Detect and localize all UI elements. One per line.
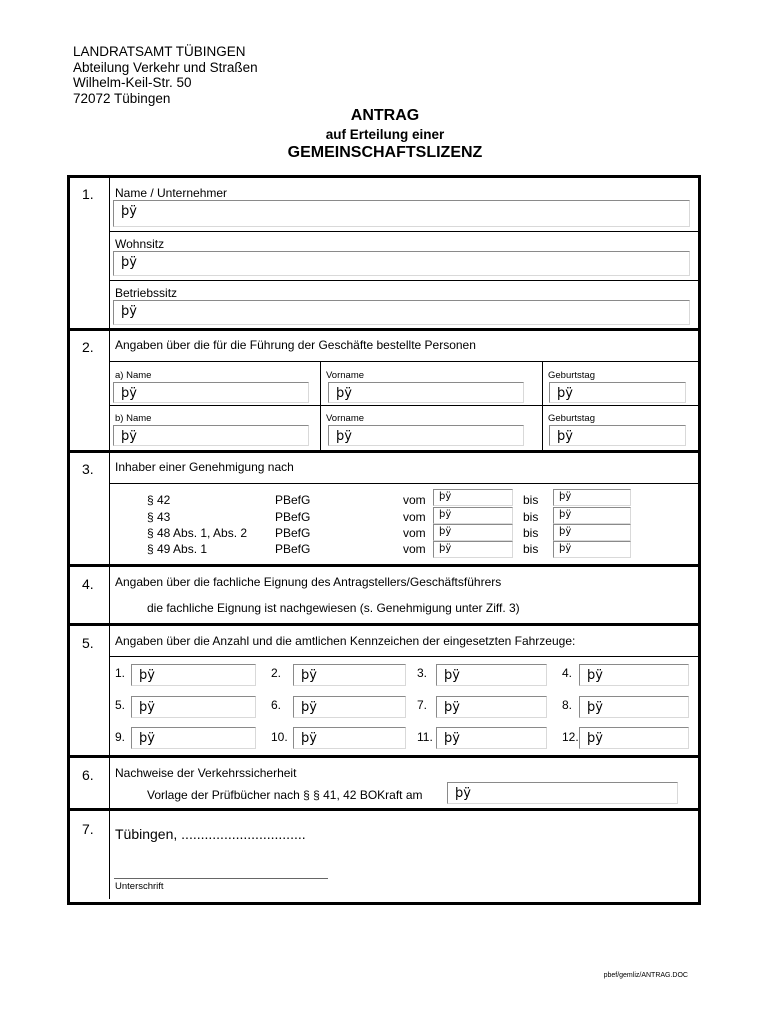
vehicle-9-label: 9.: [115, 730, 126, 744]
vom-42-label: vom: [403, 493, 426, 507]
form-kind: GEMEINSCHAFTSLIZENZ: [287, 144, 483, 161]
vehicle-12-field[interactable]: þÿ: [579, 727, 689, 749]
wohnsitz-label: Wohnsitz: [115, 237, 165, 251]
divider-s6: [67, 755, 701, 758]
name-label: Name / Unternehmer: [115, 186, 228, 200]
section-1-number: 1.: [82, 186, 94, 202]
address-line-4: 72072 Tübingen: [73, 90, 171, 106]
vehicle-6-field[interactable]: þÿ: [293, 696, 406, 718]
divider-thin: [109, 405, 698, 406]
divider-thin: [109, 280, 698, 281]
betriebssitz-label: Betriebssitz: [115, 286, 178, 300]
vehicle-2-label: 2.: [271, 666, 282, 680]
pruefbuecher-text: Vorlage der Prüfbücher nach § § 41, 42 BOKraft am: [147, 788, 423, 802]
section-4-number: 4.: [82, 576, 94, 592]
divider-thin: [320, 361, 321, 450]
document-reference: pbef/gemliz/ANTRAG.DOC: [603, 972, 688, 979]
a-name-field[interactable]: þÿ: [113, 382, 309, 403]
divider-thin: [109, 483, 698, 484]
section-4-heading: Angaben über die fachliche Eignung des Antragstellers/Geschäftsführers: [115, 575, 502, 589]
para-48: § 48 Abs. 1, Abs. 2: [147, 526, 248, 540]
section-5-heading: Angaben über die Anzahl und die amtlichen Kennzeichen der eingesetzten Fahrzeuge:: [115, 634, 576, 648]
vehicle-4-field[interactable]: þÿ: [579, 664, 689, 686]
vehicle-11-label: 11.: [417, 730, 433, 744]
divider-s3: [67, 450, 701, 453]
b-geburtstag-field[interactable]: þÿ: [549, 425, 686, 446]
para-49: § 49 Abs. 1: [147, 542, 208, 556]
vehicle-2-field[interactable]: þÿ: [293, 664, 406, 686]
betriebssitz-field[interactable]: þÿ: [113, 300, 690, 325]
section-7-number: 7.: [82, 821, 94, 837]
vehicle-6-label: 6.: [271, 698, 282, 712]
vehicle-5-label: 5.: [115, 698, 126, 712]
vom-43-label: vom: [403, 510, 426, 524]
section-3-number: 3.: [82, 461, 94, 477]
law-48: PBefG: [275, 526, 311, 540]
name-field[interactable]: þÿ: [113, 200, 690, 227]
vehicle-8-field[interactable]: þÿ: [579, 696, 689, 718]
divider-s2: [67, 328, 701, 331]
signature-line: [114, 878, 328, 879]
bis-42-field[interactable]: þÿ: [553, 489, 631, 506]
bis-42-label: bis: [523, 493, 539, 507]
law-49: PBefG: [275, 542, 311, 556]
section-5-number: 5.: [82, 635, 94, 651]
vehicle-11-field[interactable]: þÿ: [436, 727, 547, 749]
section-6-heading: Nachweise der Verkehrssicherheit: [115, 766, 297, 780]
divider-thin: [109, 656, 698, 657]
form-title: ANTRAG: [350, 107, 420, 124]
section-3-heading: Inhaber einer Genehmigung nach: [115, 460, 294, 474]
bis-49-field[interactable]: þÿ: [553, 541, 631, 558]
a-vorname-field[interactable]: þÿ: [328, 382, 524, 403]
vehicle-9-field[interactable]: þÿ: [131, 727, 256, 749]
section-2-number: 2.: [82, 339, 94, 355]
bis-48-field[interactable]: þÿ: [553, 524, 631, 541]
para-43: § 43: [147, 510, 171, 524]
divider-s5: [67, 623, 701, 626]
b-vorname-label: Vorname: [326, 413, 365, 424]
wohnsitz-field[interactable]: þÿ: [113, 251, 690, 276]
vehicle-3-field[interactable]: þÿ: [436, 664, 547, 686]
vehicle-5-field[interactable]: þÿ: [131, 696, 256, 718]
vom-49-label: vom: [403, 542, 426, 556]
place-date: Tübingen, ................................: [115, 826, 306, 842]
para-42: § 42: [147, 493, 171, 507]
law-43: PBefG: [275, 510, 311, 524]
vehicle-7-field[interactable]: þÿ: [436, 696, 547, 718]
section-2-heading: Angaben über die für die Führung der Geschäfte bestellte Personen: [115, 338, 476, 352]
address-line-3: Wilhelm-Keil-Str. 50: [73, 75, 192, 90]
vom-43-field[interactable]: þÿ: [433, 507, 513, 524]
number-column-divider: [109, 178, 110, 899]
section-6-number: 6.: [82, 767, 94, 783]
vehicle-12-label: 12.: [562, 730, 579, 744]
bis-49-label: bis: [523, 542, 539, 556]
b-name-label: b) Name: [115, 413, 152, 424]
divider-thin: [542, 361, 543, 450]
a-geburtstag-label: Geburtstag: [548, 370, 595, 381]
vehicle-10-label: 10.: [271, 730, 288, 744]
vehicle-4-label: 4.: [562, 666, 573, 680]
vom-49-field[interactable]: þÿ: [433, 541, 513, 558]
eignung-text: die fachliche Eignung ist nachgewiesen (s. Genehmigung unter Ziff. 3): [147, 601, 520, 615]
signature-label: Unterschrift: [115, 881, 164, 892]
vehicle-1-label: 1.: [115, 666, 126, 680]
bis-48-label: bis: [523, 526, 539, 540]
address-line-2: Abteilung Verkehr und Straßen: [73, 59, 258, 75]
vehicle-3-label: 3.: [417, 666, 428, 680]
authority-address: [73, 44, 258, 106]
b-name-field[interactable]: þÿ: [113, 425, 309, 446]
divider-thin: [109, 231, 698, 232]
divider-s4: [67, 564, 701, 567]
a-geburtstag-field[interactable]: þÿ: [549, 382, 686, 403]
bis-43-label: bis: [523, 510, 539, 524]
a-vorname-label: Vorname: [326, 370, 365, 381]
form-subtitle: auf Erteilung einer: [325, 127, 445, 142]
address-line-1: LANDRATSAMT TÜBINGEN: [73, 44, 246, 59]
a-name-label: a) Name: [115, 370, 152, 381]
b-geburtstag-label: Geburtstag: [548, 413, 595, 424]
vom-42-field[interactable]: þÿ: [433, 489, 513, 506]
vehicle-1-field[interactable]: þÿ: [131, 664, 256, 686]
pruefbuecher-date-field[interactable]: þÿ: [447, 782, 678, 804]
b-vorname-field[interactable]: þÿ: [328, 425, 524, 446]
vehicle-7-label: 7.: [417, 698, 428, 712]
vehicle-10-field[interactable]: þÿ: [293, 727, 406, 749]
divider-s7: [67, 808, 701, 811]
bis-43-field[interactable]: þÿ: [553, 507, 631, 524]
vehicle-8-label: 8.: [562, 698, 573, 712]
divider-thin: [109, 361, 698, 362]
vom-48-label: vom: [403, 526, 426, 540]
vom-48-field[interactable]: þÿ: [433, 524, 513, 541]
law-42: PBefG: [275, 493, 311, 507]
